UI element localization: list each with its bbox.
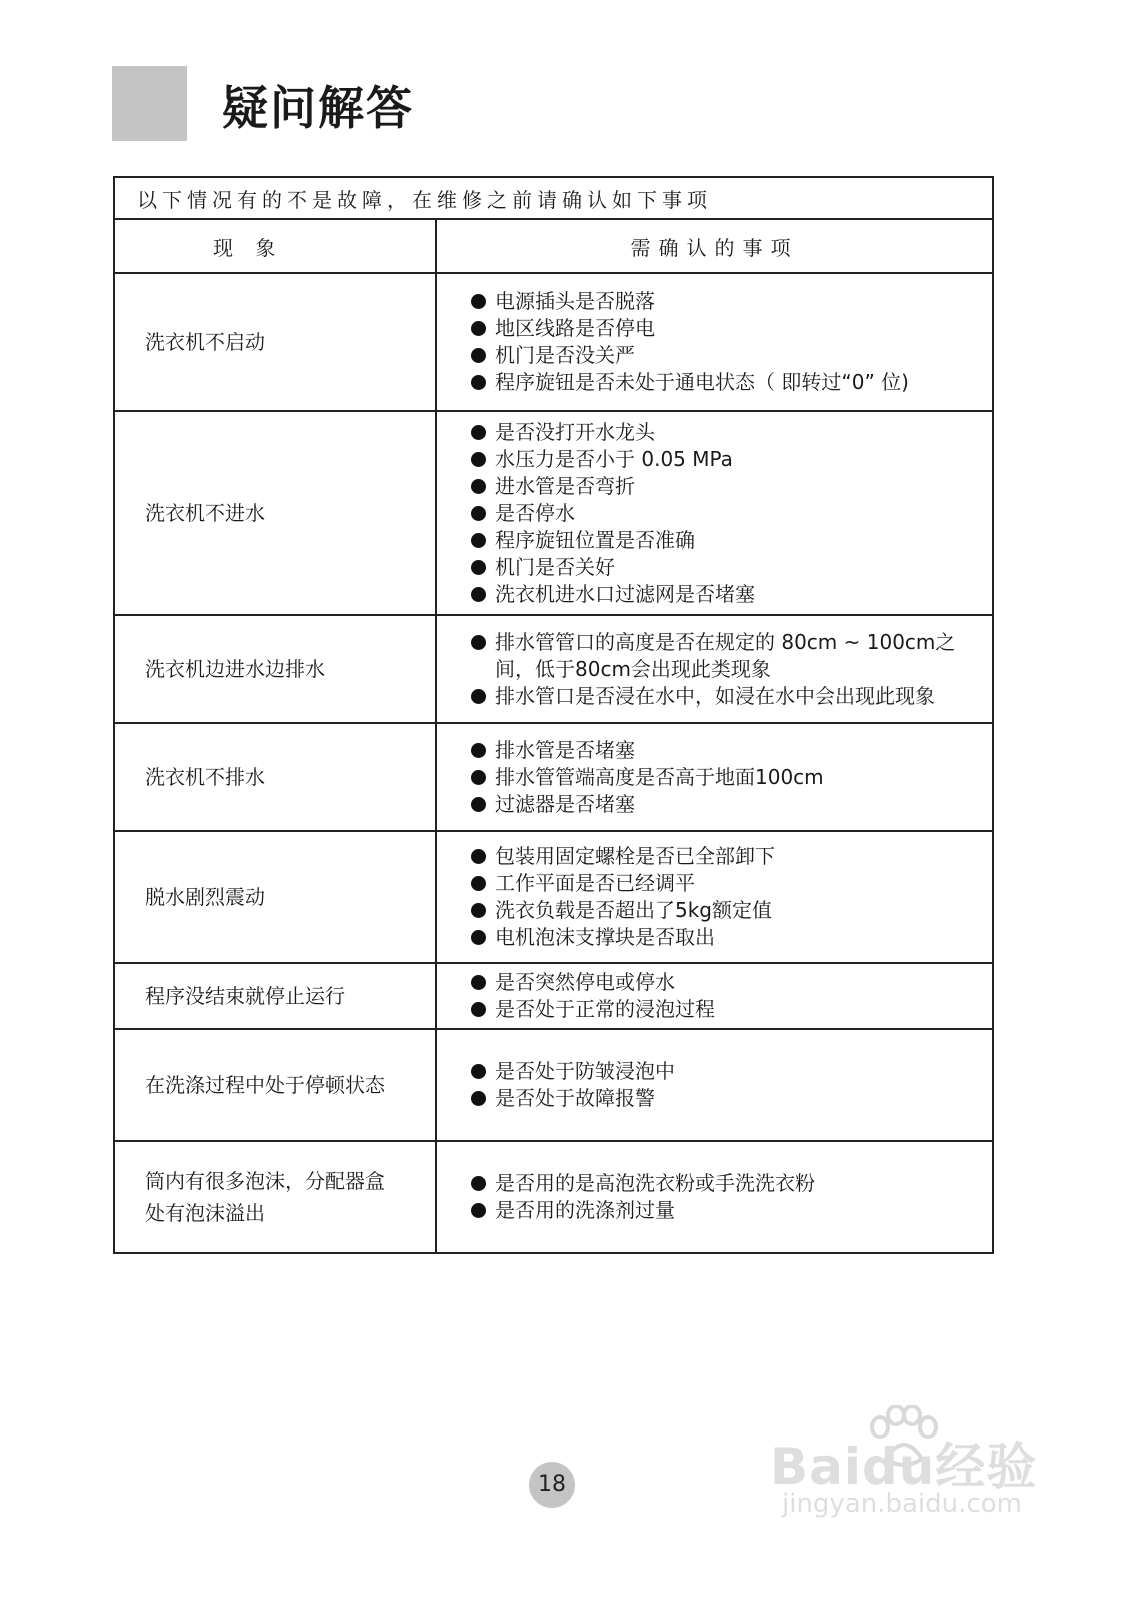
checks-cell (436, 831, 993, 963)
column-header-checks: 需确认的事项 (436, 219, 993, 273)
check-item: 是否处于防皱浸泡中 (471, 1058, 992, 1085)
table-intro: 以下情况有的不是故障，在维修之前请确认如下事项 (114, 177, 993, 219)
check-list (471, 1058, 992, 1112)
check-list (471, 843, 992, 951)
check-item: 机门是否没关严 (471, 342, 992, 369)
table-row (114, 963, 993, 1029)
table-row (114, 831, 993, 963)
title-marker-block (112, 66, 187, 141)
faq-table-body (114, 273, 993, 1253)
check-item: 过滤器是否堵塞 (471, 791, 992, 818)
check-item: 排水管管端高度是否高于地面100cm (471, 764, 992, 791)
checks-cell (436, 963, 993, 1029)
checks-cell (436, 1029, 993, 1141)
check-item: 进水管是否弯折 (471, 473, 992, 500)
check-item: 洗衣负载是否超出了5kg额定值 (471, 897, 992, 924)
check-list (471, 1170, 992, 1224)
check-item: 地区线路是否停电 (471, 315, 992, 342)
check-item: 是否停水 (471, 500, 992, 527)
symptom-cell: 洗衣机不启动 (114, 273, 436, 411)
check-item: 工作平面是否已经调平 (471, 870, 992, 897)
check-item: 是否突然停电或停水 (471, 969, 992, 996)
symptom-cell: 洗衣机不进水 (114, 411, 436, 615)
check-item: 是否处于故障报警 (471, 1085, 992, 1112)
checks-cell (436, 723, 993, 831)
checks-cell (436, 411, 993, 615)
check-list (471, 419, 992, 608)
watermark-url: jingyan.baidu.com (782, 1489, 1022, 1519)
check-item: 水压力是否小于 0.05 MPa (471, 446, 992, 473)
check-list (471, 629, 992, 710)
column-header-symptom: 现 象 (114, 219, 436, 273)
symptom-cell: 洗衣机不排水 (114, 723, 436, 831)
check-item: 排水管是否堵塞 (471, 737, 992, 764)
check-item: 机门是否关好 (471, 554, 992, 581)
symptom-cell: 程序没结束就停止运行 (114, 963, 436, 1029)
check-list (471, 969, 992, 1023)
check-item: 是否用的是高泡洗衣粉或手洗洗衣粉 (471, 1170, 992, 1197)
symptom-cell: 在洗涤过程中处于停顿状态 (114, 1029, 436, 1141)
check-item: 程序旋钮位置是否准确 (471, 527, 992, 554)
watermark-brand: Baidu经验 (770, 1438, 1038, 1496)
table-row (114, 411, 993, 615)
check-list (471, 288, 992, 396)
check-item: 是否用的洗涤剂过量 (471, 1197, 992, 1224)
table-row (114, 1141, 993, 1253)
check-item: 是否处于正常的浸泡过程 (471, 996, 992, 1023)
check-item: 电源插头是否脱落 (471, 288, 992, 315)
check-item: 排水管口是否浸在水中，如浸在水中会出现此现象 (471, 683, 992, 710)
checks-cell (436, 273, 993, 411)
check-item: 洗衣机进水口过滤网是否堵塞 (471, 581, 992, 608)
baidu-watermark (770, 1405, 1060, 1525)
check-list (471, 737, 992, 818)
page-number: 18 (529, 1462, 575, 1508)
table-row (114, 1029, 993, 1141)
check-item: 排水管管口的高度是否在规定的 80cm ~ 100cm之间，低于80cm会出现此类现象 (471, 629, 992, 683)
symptom-cell: 脱水剧烈震动 (114, 831, 436, 963)
checks-cell (436, 1141, 993, 1253)
table-row (114, 723, 993, 831)
check-item: 包装用固定螺栓是否已全部卸下 (471, 843, 992, 870)
check-item: 程序旋钮是否未处于通电状态（ 即转过“0” 位) (471, 369, 992, 396)
symptom-cell: 洗衣机边进水边排水 (114, 615, 436, 723)
table-row (114, 615, 993, 723)
table-row (114, 273, 993, 411)
check-item: 是否没打开水龙头 (471, 419, 992, 446)
check-item: 电机泡沫支撑块是否取出 (471, 924, 992, 951)
symptom-cell: 筒内有很多泡沫，分配器盒处有泡沫溢出 (114, 1141, 436, 1253)
checks-cell (436, 615, 993, 723)
faq-table (113, 176, 994, 1254)
page-title: 疑问解答 (222, 81, 414, 135)
